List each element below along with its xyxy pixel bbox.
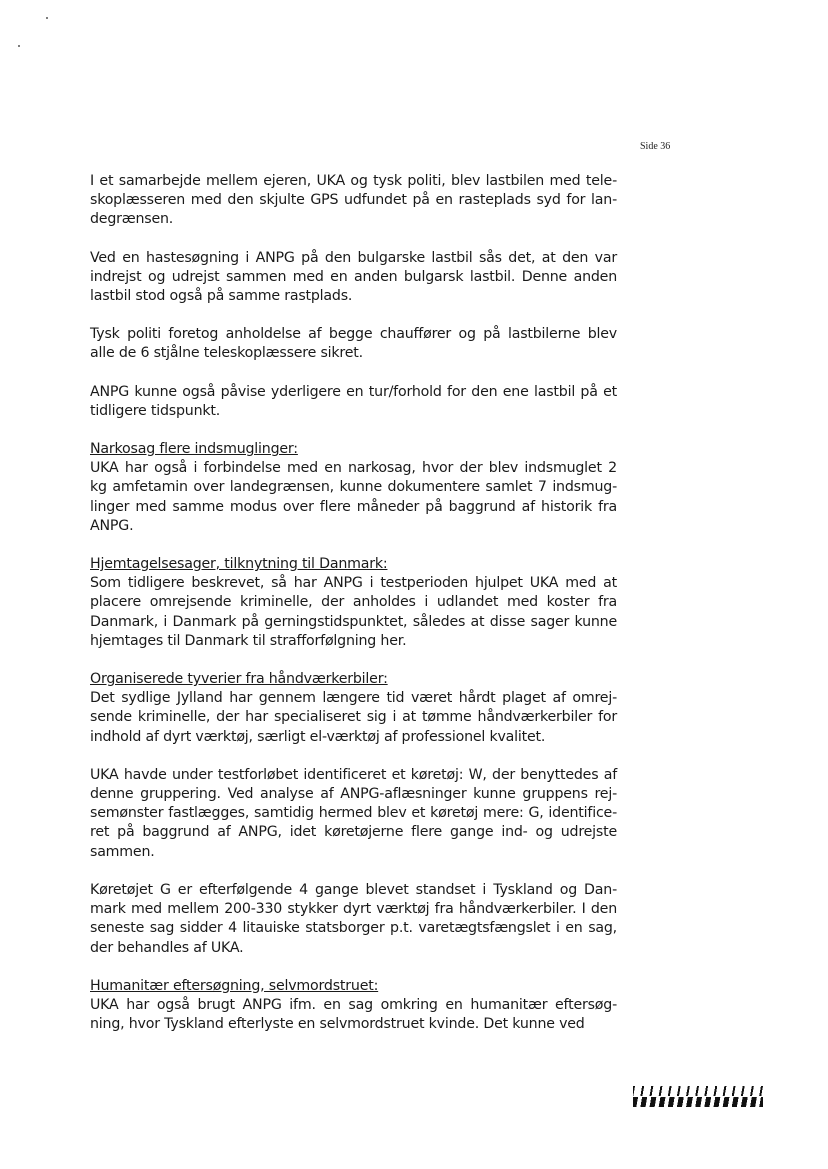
section-heading: Hjemtagelsesager, tilknytning til Danmark:: [90, 556, 388, 573]
paragraph: [90, 325, 617, 363]
page-number: Side 36: [640, 141, 671, 152]
text-line: denne gruppering. Ved analyse af ANPG-aflæsninger kunne gruppens rej-: [90, 786, 617, 803]
text-line: sammen.: [90, 843, 155, 860]
text-line: hjemtages til Danmark til strafforfølgning her.: [90, 632, 407, 649]
text-line: Køretøjet G er efterfølgende 4 gange blevet standset i Tyskland og Dan-: [90, 881, 617, 898]
text-line: Ved en hastesøgning i ANPG på den bulgarske lastbil sås det, at den var: [90, 249, 617, 266]
scan-speck: [18, 45, 20, 47]
section-heading: Organiserede tyverier fra håndværkerbiler:: [90, 671, 388, 688]
paragraph: [90, 440, 617, 536]
text-line: indrejst og udrejst sammen med en anden bulgarsk lastbil. Denne anden: [90, 268, 617, 285]
text-line: ANPG kunne også påvise yderligere en tur/forhold for den ene lastbil på et: [90, 383, 617, 400]
paragraph: [90, 766, 617, 862]
text-line: Det sydlige Jylland har gennem længere tid været hårdt plaget af omrej-: [90, 690, 617, 707]
text-line: degrænsen.: [90, 211, 174, 228]
text-line: Danmark, i Danmark på gerningstidspunktet, således at disse sager kunne: [90, 613, 617, 630]
section-heading: Humanitær eftersøgning, selvmordstruet:: [90, 977, 379, 994]
text-line: placere omrejsende kriminelle, der anholdes i udlandet med koster fra: [90, 594, 617, 611]
section-heading: Narkosag flere indsmuglinger:: [90, 441, 298, 458]
paragraph: [90, 977, 617, 1035]
text-line: I et samarbejde mellem ejeren, UKA og tysk politi, blev lastbilen med tele-: [90, 173, 617, 189]
text-line: linger med samme modus over flere måneder på baggrund af historik fra: [90, 498, 617, 515]
text-line: seneste sag sidder 4 litauiske statsborger p.t. varetægtsfængslet i en sag,: [90, 920, 617, 937]
text-line: ANPG.: [90, 517, 134, 534]
paragraph: [90, 670, 617, 747]
redaction-mark: [633, 1097, 763, 1107]
text-line: Tysk politi foretog anholdelse af begge chauffører og på lastbilerne blev: [90, 326, 617, 343]
text-line: alle de 6 stjålne teleskoplæssere sikret.: [90, 345, 363, 362]
text-line: sende kriminelle, der har specialiseret sig i at tømme håndværkerbiler for: [90, 709, 617, 726]
text-line: ning, hvor Tyskland efterlyste en selvmordstruet kvinde. Det kunne ved: [90, 1016, 585, 1033]
paragraph: [90, 172, 617, 230]
text-line: UKA har også brugt ANPG ifm. en sag omkring en humanitær eftersøg-: [90, 996, 617, 1013]
document-body: [90, 172, 617, 1053]
text-line: der behandles af UKA.: [90, 939, 244, 956]
paragraph: [90, 881, 617, 958]
text-line: tidligere tidspunkt.: [90, 402, 221, 419]
paragraph: [90, 249, 617, 307]
text-line: UKA har også i forbindelse med en narkosag, hvor der blev indsmuglet 2: [90, 460, 617, 477]
text-line: mark med mellem 200-330 stykker dyrt værktøj fra håndværkerbiler. I den: [90, 901, 617, 918]
text-line: ret på baggrund af ANPG, idet køretøjerne flere gange ind- og udrejste: [90, 824, 617, 841]
text-line: semønster fastlægges, samtidig hermed blev et køretøj mere: G, identifice-: [90, 805, 617, 822]
paragraph: [90, 383, 617, 421]
text-line: UKA havde under testforløbet identificeret et køretøj: W, der benyttedes af: [90, 766, 617, 783]
text-line: skoplæsseren med den skjulte GPS udfundet på en rasteplads syd for lan-: [90, 192, 617, 209]
text-line: indhold af dyrt værktøj, særligt el-værktøj af professionel kvalitet.: [90, 728, 546, 745]
text-line: kg amfetamin over landegrænsen, kunne dokumentere samlet 7 indsmug-: [90, 479, 617, 496]
scan-speck: [46, 17, 48, 19]
text-line: lastbil stod også på samme rastplads.: [90, 288, 353, 305]
paragraph: [90, 555, 617, 651]
text-line: Som tidligere beskrevet, så har ANPG i testperioden hjulpet UKA med at: [90, 575, 617, 592]
redaction-mark: [633, 1086, 763, 1096]
